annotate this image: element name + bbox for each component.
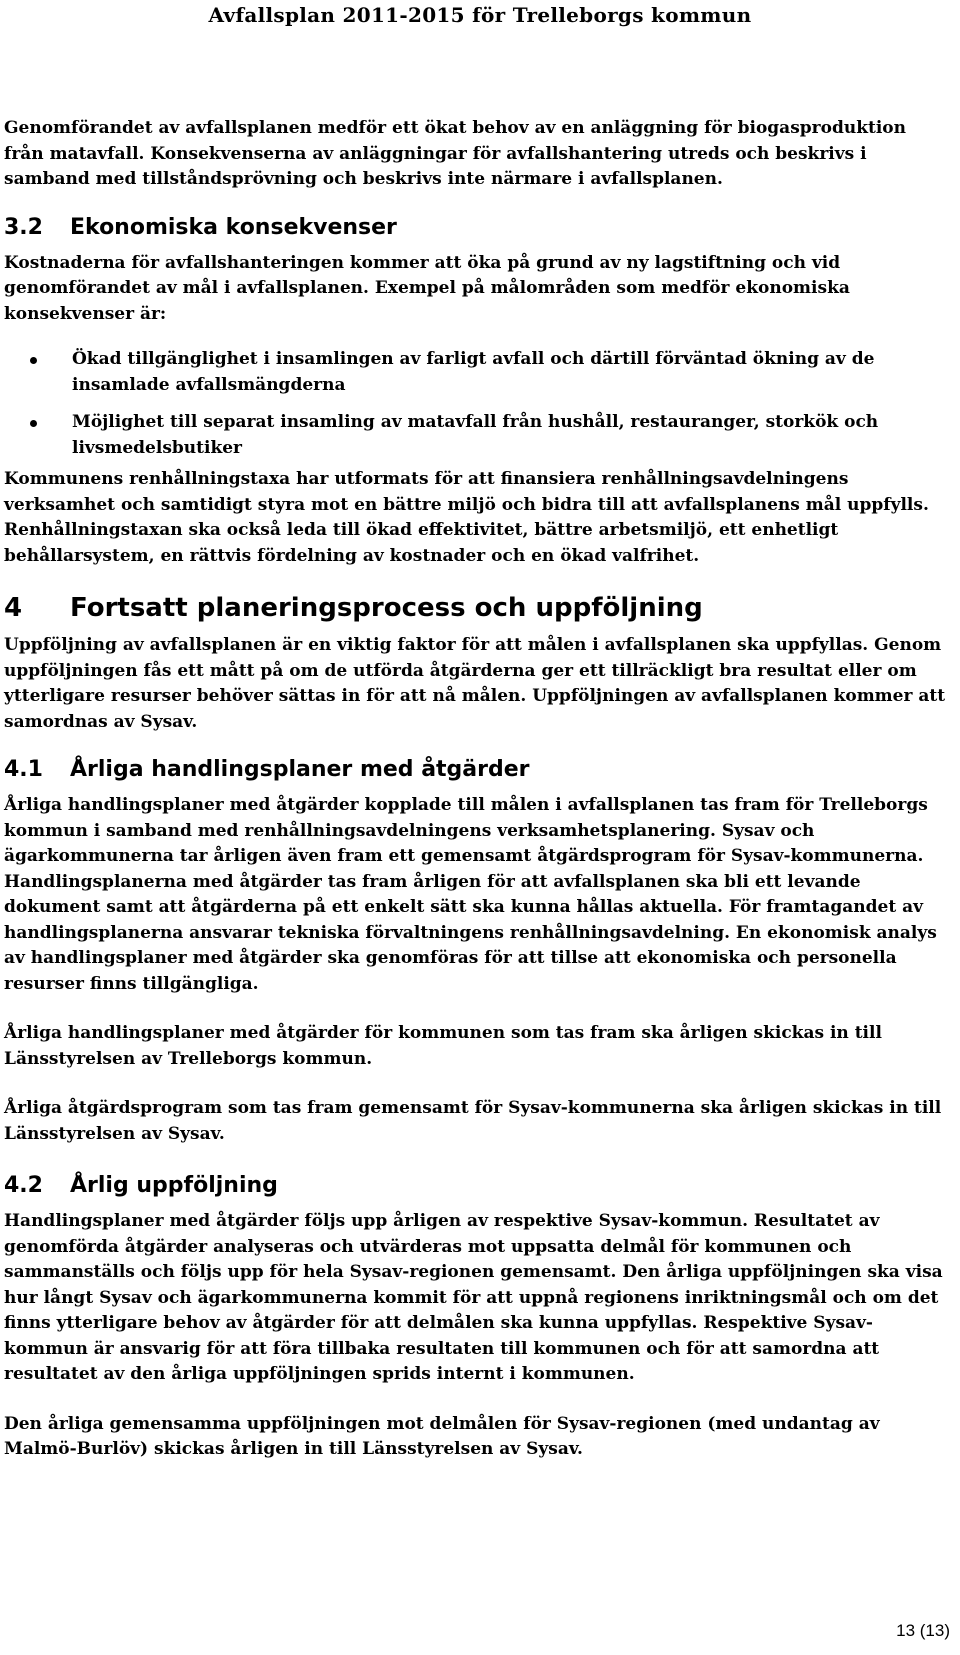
- bullet-icon: [30, 420, 37, 427]
- bullet-icon: [30, 357, 37, 364]
- section-number: 4.2: [4, 1173, 43, 1198]
- section-4-2-paragraph-1: Handlingsplaner med åtgärder följs upp årligen av respektive Sysav-kommun. Resultatet av genomförda åtgärder analyseras och utvärderas mot uppsatta delmål för kommunen och sammanställs och följs upp för hela Sysav-regionen gemensamt. Den årliga uppföljningen ska visa hur långt Sysav och ägarkommunerna kommit för att uppnå regionens inriktningsmål och om det finns ytterligare behov av åtgärder för att delmålen ska kunna uppfyllas. Respektive Sysav-kommun är ansvarig för att föra tillbaka resultaten till kommunen och för att samordna att resultatet av den årliga uppföljningen sprids internt i kommunen.: [4, 1211, 943, 1384]
- section-4-2-paragraph-2: Den årliga gemensamma uppföljningen mot delmålen för Sysav-regionen (med undantag av Malmö-Burlöv) skickas årligen in till Länsstyrelsen av Sysav.: [4, 1413, 880, 1459]
- section-4-heading: [4, 591, 946, 625]
- consequence-list: [4, 347, 946, 461]
- section-number: 4: [4, 593, 23, 623]
- section-4-1-paragraph-3: Årliga åtgärdsprogram som tas fram gemensamt för Sysav-kommunerna ska årligen skickas in till Länsstyrelsen av Sysav.: [4, 1098, 942, 1144]
- section-4-paragraph: Uppföljning av avfallsplanen är en viktig faktor för att målen i avfallsplanen ska uppfyllas. Genom uppföljningen fås ett mått på om de utförda åtgärderna ger ett tillräckligt bra resultat eller om ytterligare resurser behöver sättas in för att nå målen. Uppföljningen av avfallsplanen kommer att samordnas av Sysav.: [4, 635, 946, 732]
- list-item-text: Möjlighet till separat insamling av matavfall från hushåll, restauranger, storkök och livsmedelsbutiker: [72, 412, 879, 458]
- section-title: Årliga handlingsplaner med åtgärder: [70, 757, 530, 782]
- section-title: Årlig uppföljning: [70, 1173, 278, 1198]
- page-header: Avfallsplan 2011-2015 för Trelleborgs kommun: [208, 3, 752, 27]
- list-item: [4, 347, 946, 398]
- section-title: Ekonomiska konsekvenser: [70, 214, 397, 240]
- section-title: Fortsatt planeringsprocess och uppföljning: [70, 593, 703, 623]
- section-4-1-paragraph-2: Årliga handlingsplaner med åtgärder för kommunen som tas fram ska årligen skickas in till Länsstyrelsen av Trelleborgs kommun.: [4, 1023, 882, 1069]
- document-body: [4, 110, 946, 1463]
- page-number: 13 (13): [896, 1621, 950, 1640]
- section-number: 4.1: [4, 757, 43, 782]
- section-3-2-heading: [4, 213, 946, 243]
- section-4-2-heading: [4, 1171, 946, 1201]
- list-item: [4, 410, 946, 461]
- intro-paragraph: Genomförandet av avfallsplanen medför ett ökat behov av en anläggning för biogasproduktion från matavfall. Konsekvenserna av anläggningar för avfallshantering utreds och beskrivs i samband med tillståndsprövning och beskrivs inte närmare i avfallsplanen.: [4, 118, 906, 189]
- section-3-2-paragraph-1: Kostnaderna för avfallshanteringen kommer att öka på grund av ny lagstiftning och vid genomförandet av mål i avfallsplanen. Exempel på målområden som medför ekonomiska konsekvenser är:: [4, 252, 850, 324]
- section-number: 3.2: [4, 214, 43, 240]
- section-4-1-paragraph-1: Årliga handlingsplaner med åtgärder kopplade till målen i avfallsplanen tas fram för Trelleborgs kommun i samband med renhållningsavdelningens verksamhetsplanering. Sysav och ägarkommunerna tar årligen även fram ett gemensamt åtgärdsprogram för Sysav-kommunerna. Handlingsplanerna med åtgärder tas fram årligen för att avfallsplanen ska bli ett levande dokument samt att åtgärderna på ett enkelt sätt ska kunna hållas aktuella. För framtagandet av handlingsplanerna ansvarar tekniska förvaltningens renhållningsavdelning. En ekonomisk analys av handlingsplaner med åtgärder ska genomföras för att tillse att ekonomiska och personella resurser finns tillgängliga.: [4, 795, 937, 994]
- list-item-text: Ökad tillgänglighet i insamlingen av farligt avfall och därtill förväntad ökning av de insamlade avfallsmängderna: [72, 349, 875, 395]
- section-4-1-heading: [4, 755, 946, 785]
- section-3-2-paragraph-2: Kommunens renhållningstaxa har utformats för att finansiera renhållningsavdelningens verksamhet och samtidigt styra mot en bättre miljö och bidra till att avfallsplanens mål uppfylls. Renhållningstaxan ska också leda till ökad effektivitet, bättre arbetsmiljö, ett enhetligt behållarsystem, en rättvis fördelning av kostnader och en ökad valfrihet.: [4, 469, 929, 566]
